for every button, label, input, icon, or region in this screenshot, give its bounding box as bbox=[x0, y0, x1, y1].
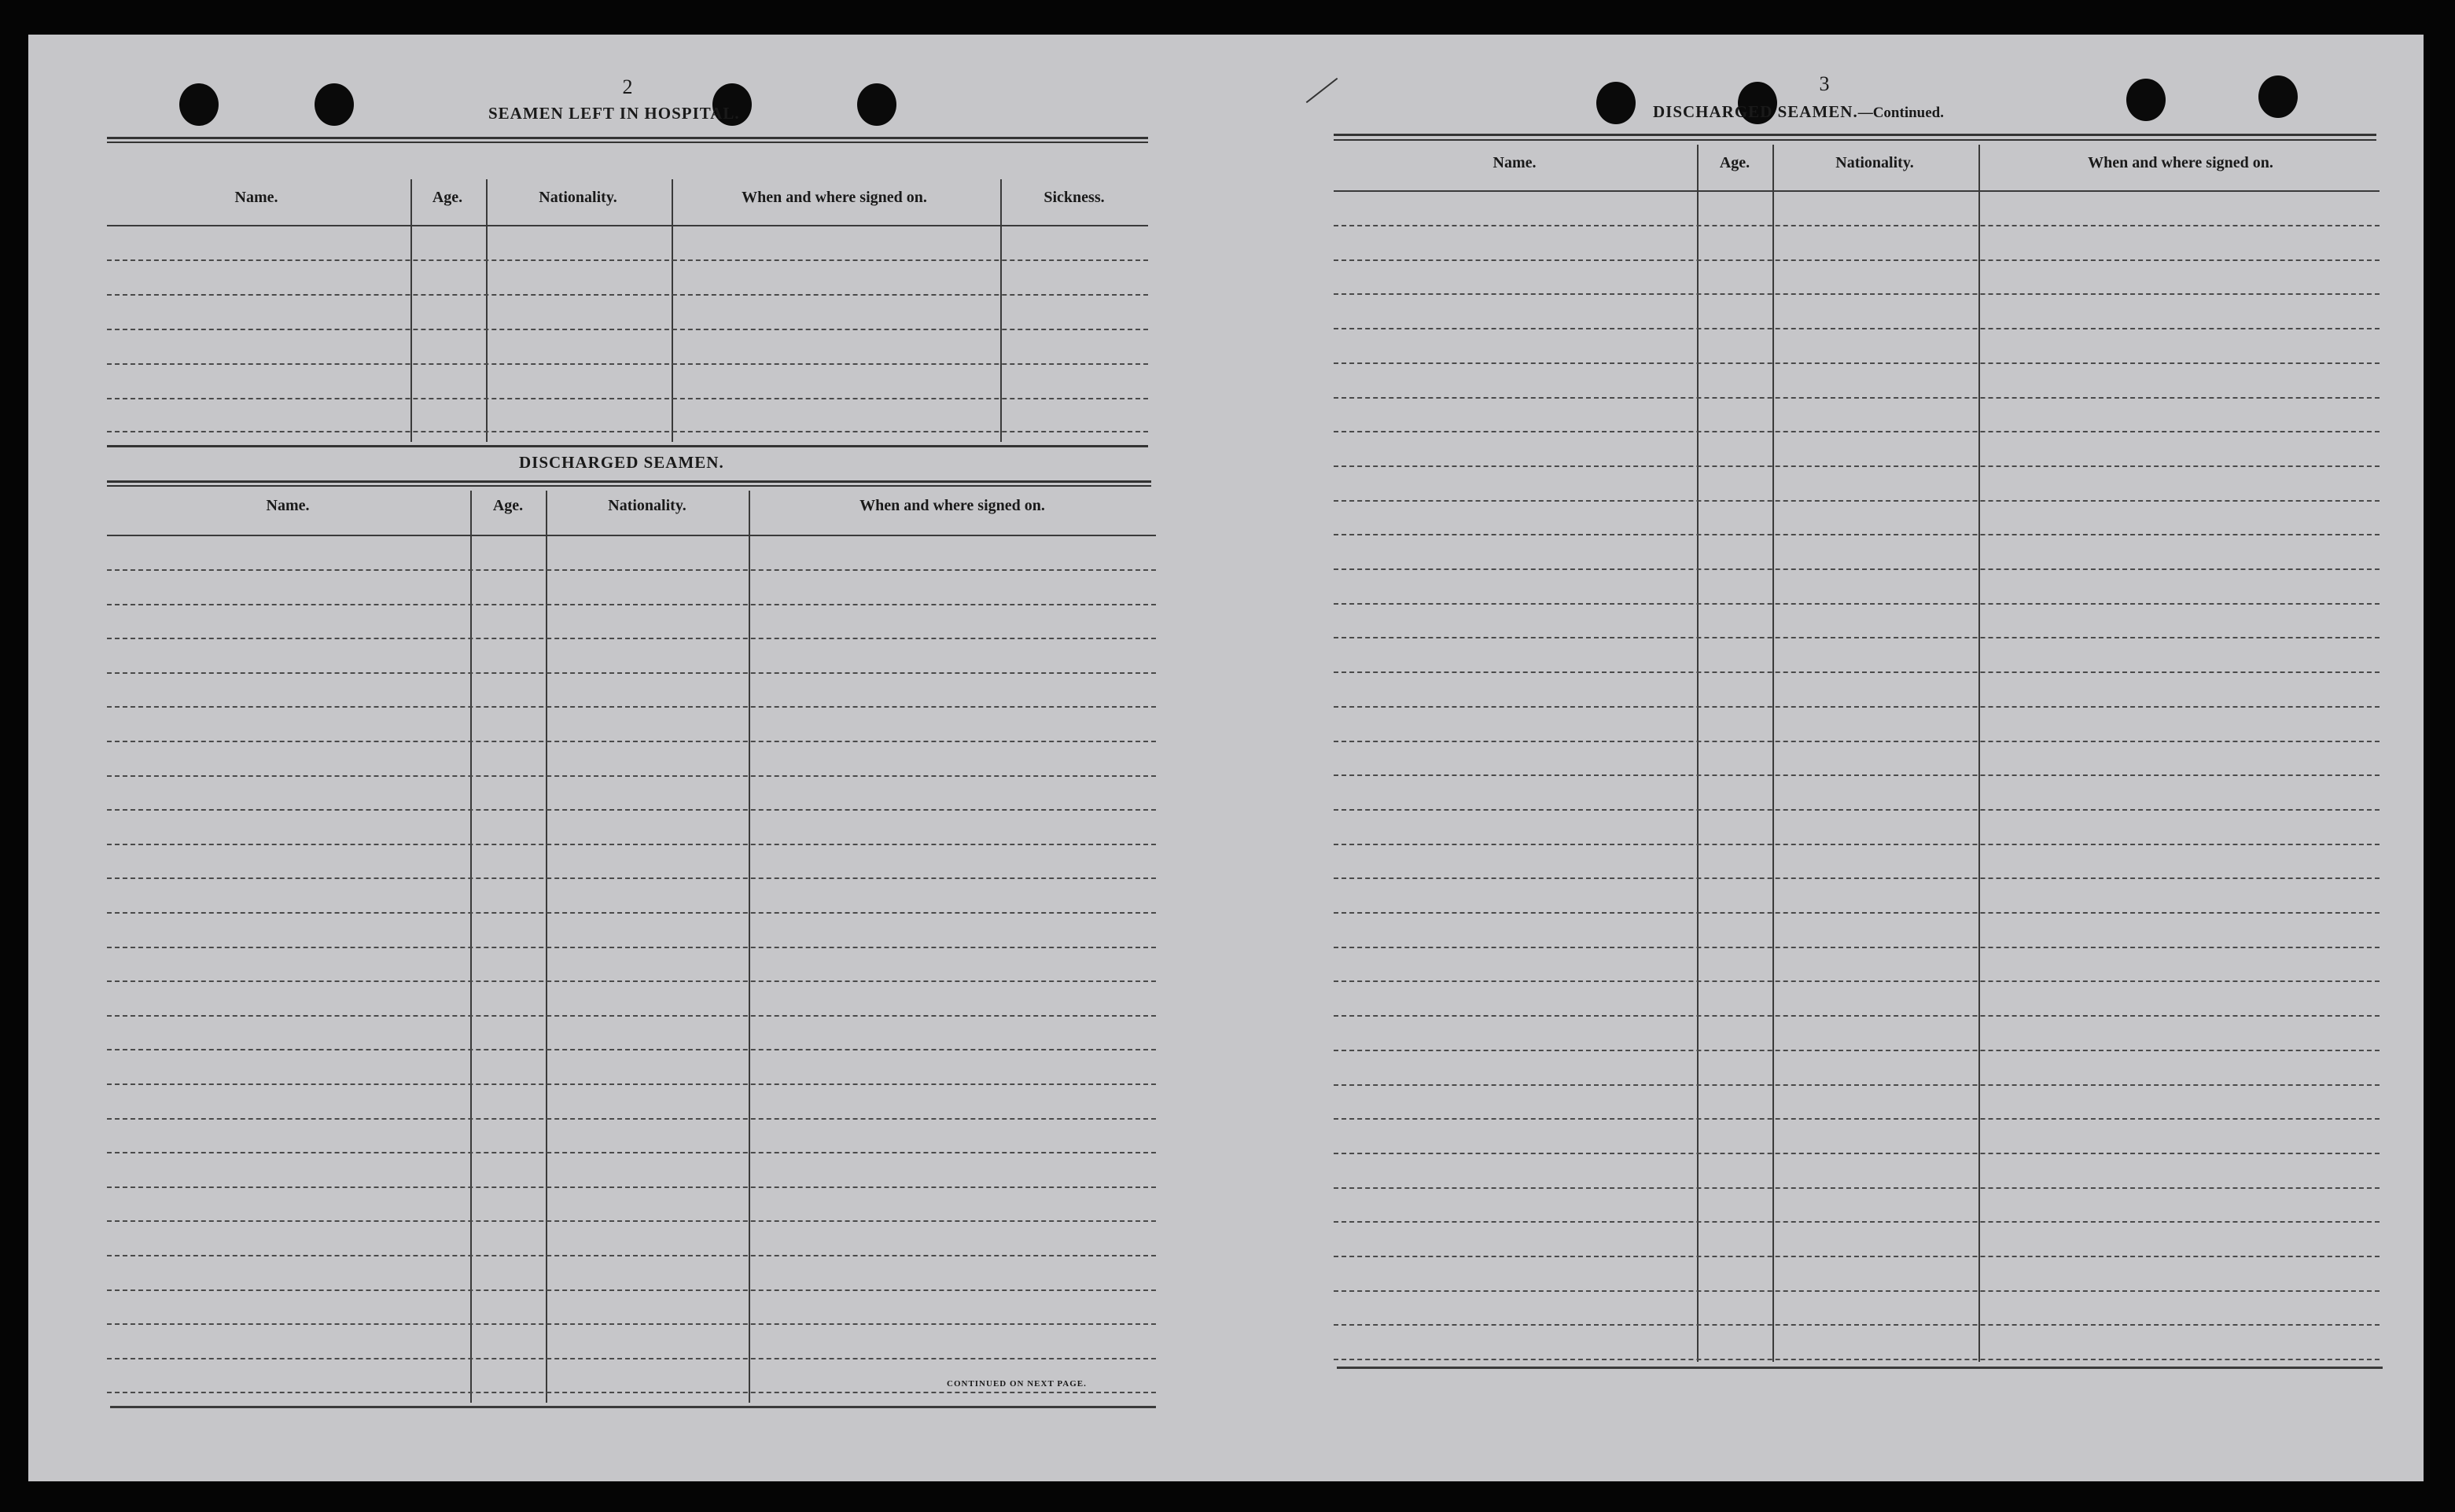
table-row bbox=[107, 363, 1148, 365]
table-row bbox=[1334, 1324, 2380, 1326]
table-row bbox=[1334, 1221, 2380, 1223]
column-divider bbox=[486, 179, 488, 442]
header-underline bbox=[107, 535, 1156, 536]
table-row bbox=[107, 604, 1156, 605]
table-row bbox=[107, 877, 1156, 879]
table-row bbox=[1334, 328, 2380, 329]
table-row bbox=[1334, 225, 2380, 226]
column-header: Name. bbox=[266, 497, 310, 514]
table-bottom-rule bbox=[110, 1406, 1156, 1408]
section-rule bbox=[107, 142, 1148, 143]
table-row bbox=[1334, 1359, 2380, 1360]
table-row bbox=[107, 329, 1148, 330]
table-row bbox=[1334, 431, 2380, 432]
table-row bbox=[1334, 603, 2380, 605]
table-row bbox=[1334, 397, 2380, 399]
discharged-section-title: DISCHARGED SEAMEN. bbox=[519, 453, 724, 472]
table-row bbox=[1334, 1153, 2380, 1154]
table-row bbox=[1334, 741, 2380, 742]
table-row bbox=[1334, 947, 2380, 948]
column-header: Nationality. bbox=[608, 497, 686, 514]
header-underline bbox=[1334, 190, 2380, 192]
table-row bbox=[107, 809, 1156, 811]
punch-hole bbox=[857, 83, 896, 126]
table-row bbox=[107, 294, 1148, 296]
section-rule bbox=[107, 480, 1151, 483]
punch-hole bbox=[315, 83, 354, 126]
table-row bbox=[107, 398, 1148, 399]
table-row bbox=[1334, 1084, 2380, 1086]
table-row bbox=[107, 844, 1156, 845]
punch-hole bbox=[179, 83, 219, 126]
column-header: Age. bbox=[492, 497, 524, 514]
table-row bbox=[107, 947, 1156, 948]
table-row bbox=[1334, 293, 2380, 295]
column-header: Name. bbox=[234, 189, 278, 206]
section-rule bbox=[107, 485, 1151, 487]
table-row bbox=[107, 706, 1156, 708]
discharged-continued-title bbox=[1653, 102, 1944, 122]
column-header: Name. bbox=[1493, 154, 1537, 171]
table-row bbox=[107, 1049, 1156, 1050]
pencil-mark bbox=[1306, 78, 1338, 103]
table-row bbox=[107, 775, 1156, 777]
table-row bbox=[107, 638, 1156, 639]
table-row bbox=[1334, 259, 2380, 261]
table-row bbox=[107, 1220, 1156, 1222]
punch-hole bbox=[1596, 82, 1636, 124]
table-row bbox=[1334, 809, 2380, 811]
table-row bbox=[1334, 774, 2380, 776]
table-row bbox=[1334, 568, 2380, 570]
table-row bbox=[107, 1152, 1156, 1153]
table-row bbox=[1334, 1050, 2380, 1051]
section-rule bbox=[107, 445, 1148, 447]
hospital-section-title: SEAMEN LEFT IN HOSPITAL. bbox=[488, 104, 740, 123]
column-header: When and where signed on. bbox=[859, 497, 1045, 514]
column-header: When and where signed on. bbox=[2088, 154, 2273, 171]
table-row bbox=[107, 1186, 1156, 1188]
column-header: Nationality. bbox=[539, 189, 617, 206]
section-rule bbox=[1334, 134, 2376, 136]
table-row bbox=[107, 1392, 1156, 1393]
table-row bbox=[1334, 706, 2380, 708]
continued-footer: CONTINUED ON NEXT PAGE. bbox=[947, 1379, 1087, 1389]
column-header: Nationality. bbox=[1835, 154, 1914, 171]
table-row bbox=[107, 980, 1156, 982]
table-row bbox=[1334, 1118, 2380, 1120]
table-row bbox=[107, 1118, 1156, 1120]
header-underline bbox=[107, 225, 1148, 226]
right-page bbox=[1224, 35, 2424, 1481]
hospital-table bbox=[107, 145, 1148, 443]
table-row bbox=[107, 912, 1156, 914]
table-row bbox=[107, 259, 1148, 261]
page-number: 2 bbox=[622, 75, 633, 98]
table-row bbox=[1334, 671, 2380, 673]
table-row bbox=[1334, 637, 2380, 638]
table-row bbox=[1334, 465, 2380, 467]
column-header: When and where signed on. bbox=[742, 189, 927, 206]
table-row bbox=[1334, 912, 2380, 914]
table-row bbox=[1334, 844, 2380, 845]
column-divider bbox=[410, 179, 412, 442]
table-row bbox=[1334, 1015, 2380, 1017]
title-suffix: —Continued. bbox=[1857, 105, 1944, 121]
table-row bbox=[1334, 980, 2380, 982]
page-number: 3 bbox=[1819, 72, 1830, 95]
table-row bbox=[1334, 1256, 2380, 1257]
table-row bbox=[107, 1358, 1156, 1359]
table-row bbox=[107, 1255, 1156, 1256]
column-header: Age. bbox=[432, 189, 463, 206]
table-row bbox=[107, 1015, 1156, 1017]
ledger-sheet bbox=[28, 35, 2424, 1481]
table-row bbox=[107, 672, 1156, 674]
column-header: Age. bbox=[1719, 154, 1750, 171]
table-row bbox=[107, 1083, 1156, 1085]
title-main: DISCHARGED SEAMEN. bbox=[1653, 102, 1858, 121]
discharged-continued-table bbox=[1334, 143, 2383, 1378]
column-header: Sickness. bbox=[1043, 189, 1105, 206]
table-row bbox=[107, 1289, 1156, 1291]
table-row bbox=[107, 1323, 1156, 1325]
table-row bbox=[1334, 534, 2380, 535]
table-row bbox=[107, 431, 1148, 432]
table-row bbox=[107, 741, 1156, 742]
table-row bbox=[1334, 500, 2380, 502]
table-bottom-rule bbox=[1337, 1367, 2383, 1369]
punch-hole bbox=[2258, 75, 2298, 118]
table-row bbox=[1334, 877, 2380, 879]
table-row bbox=[1334, 1290, 2380, 1292]
table-row bbox=[107, 569, 1156, 571]
table-row bbox=[1334, 1187, 2380, 1189]
punch-hole bbox=[2126, 79, 2166, 121]
section-rule bbox=[107, 137, 1148, 139]
section-rule bbox=[1334, 139, 2376, 141]
table-row bbox=[1334, 362, 2380, 364]
column-divider bbox=[1000, 179, 1002, 442]
column-divider bbox=[672, 179, 673, 442]
left-page bbox=[28, 35, 1208, 1481]
discharged-table bbox=[107, 487, 1156, 1407]
